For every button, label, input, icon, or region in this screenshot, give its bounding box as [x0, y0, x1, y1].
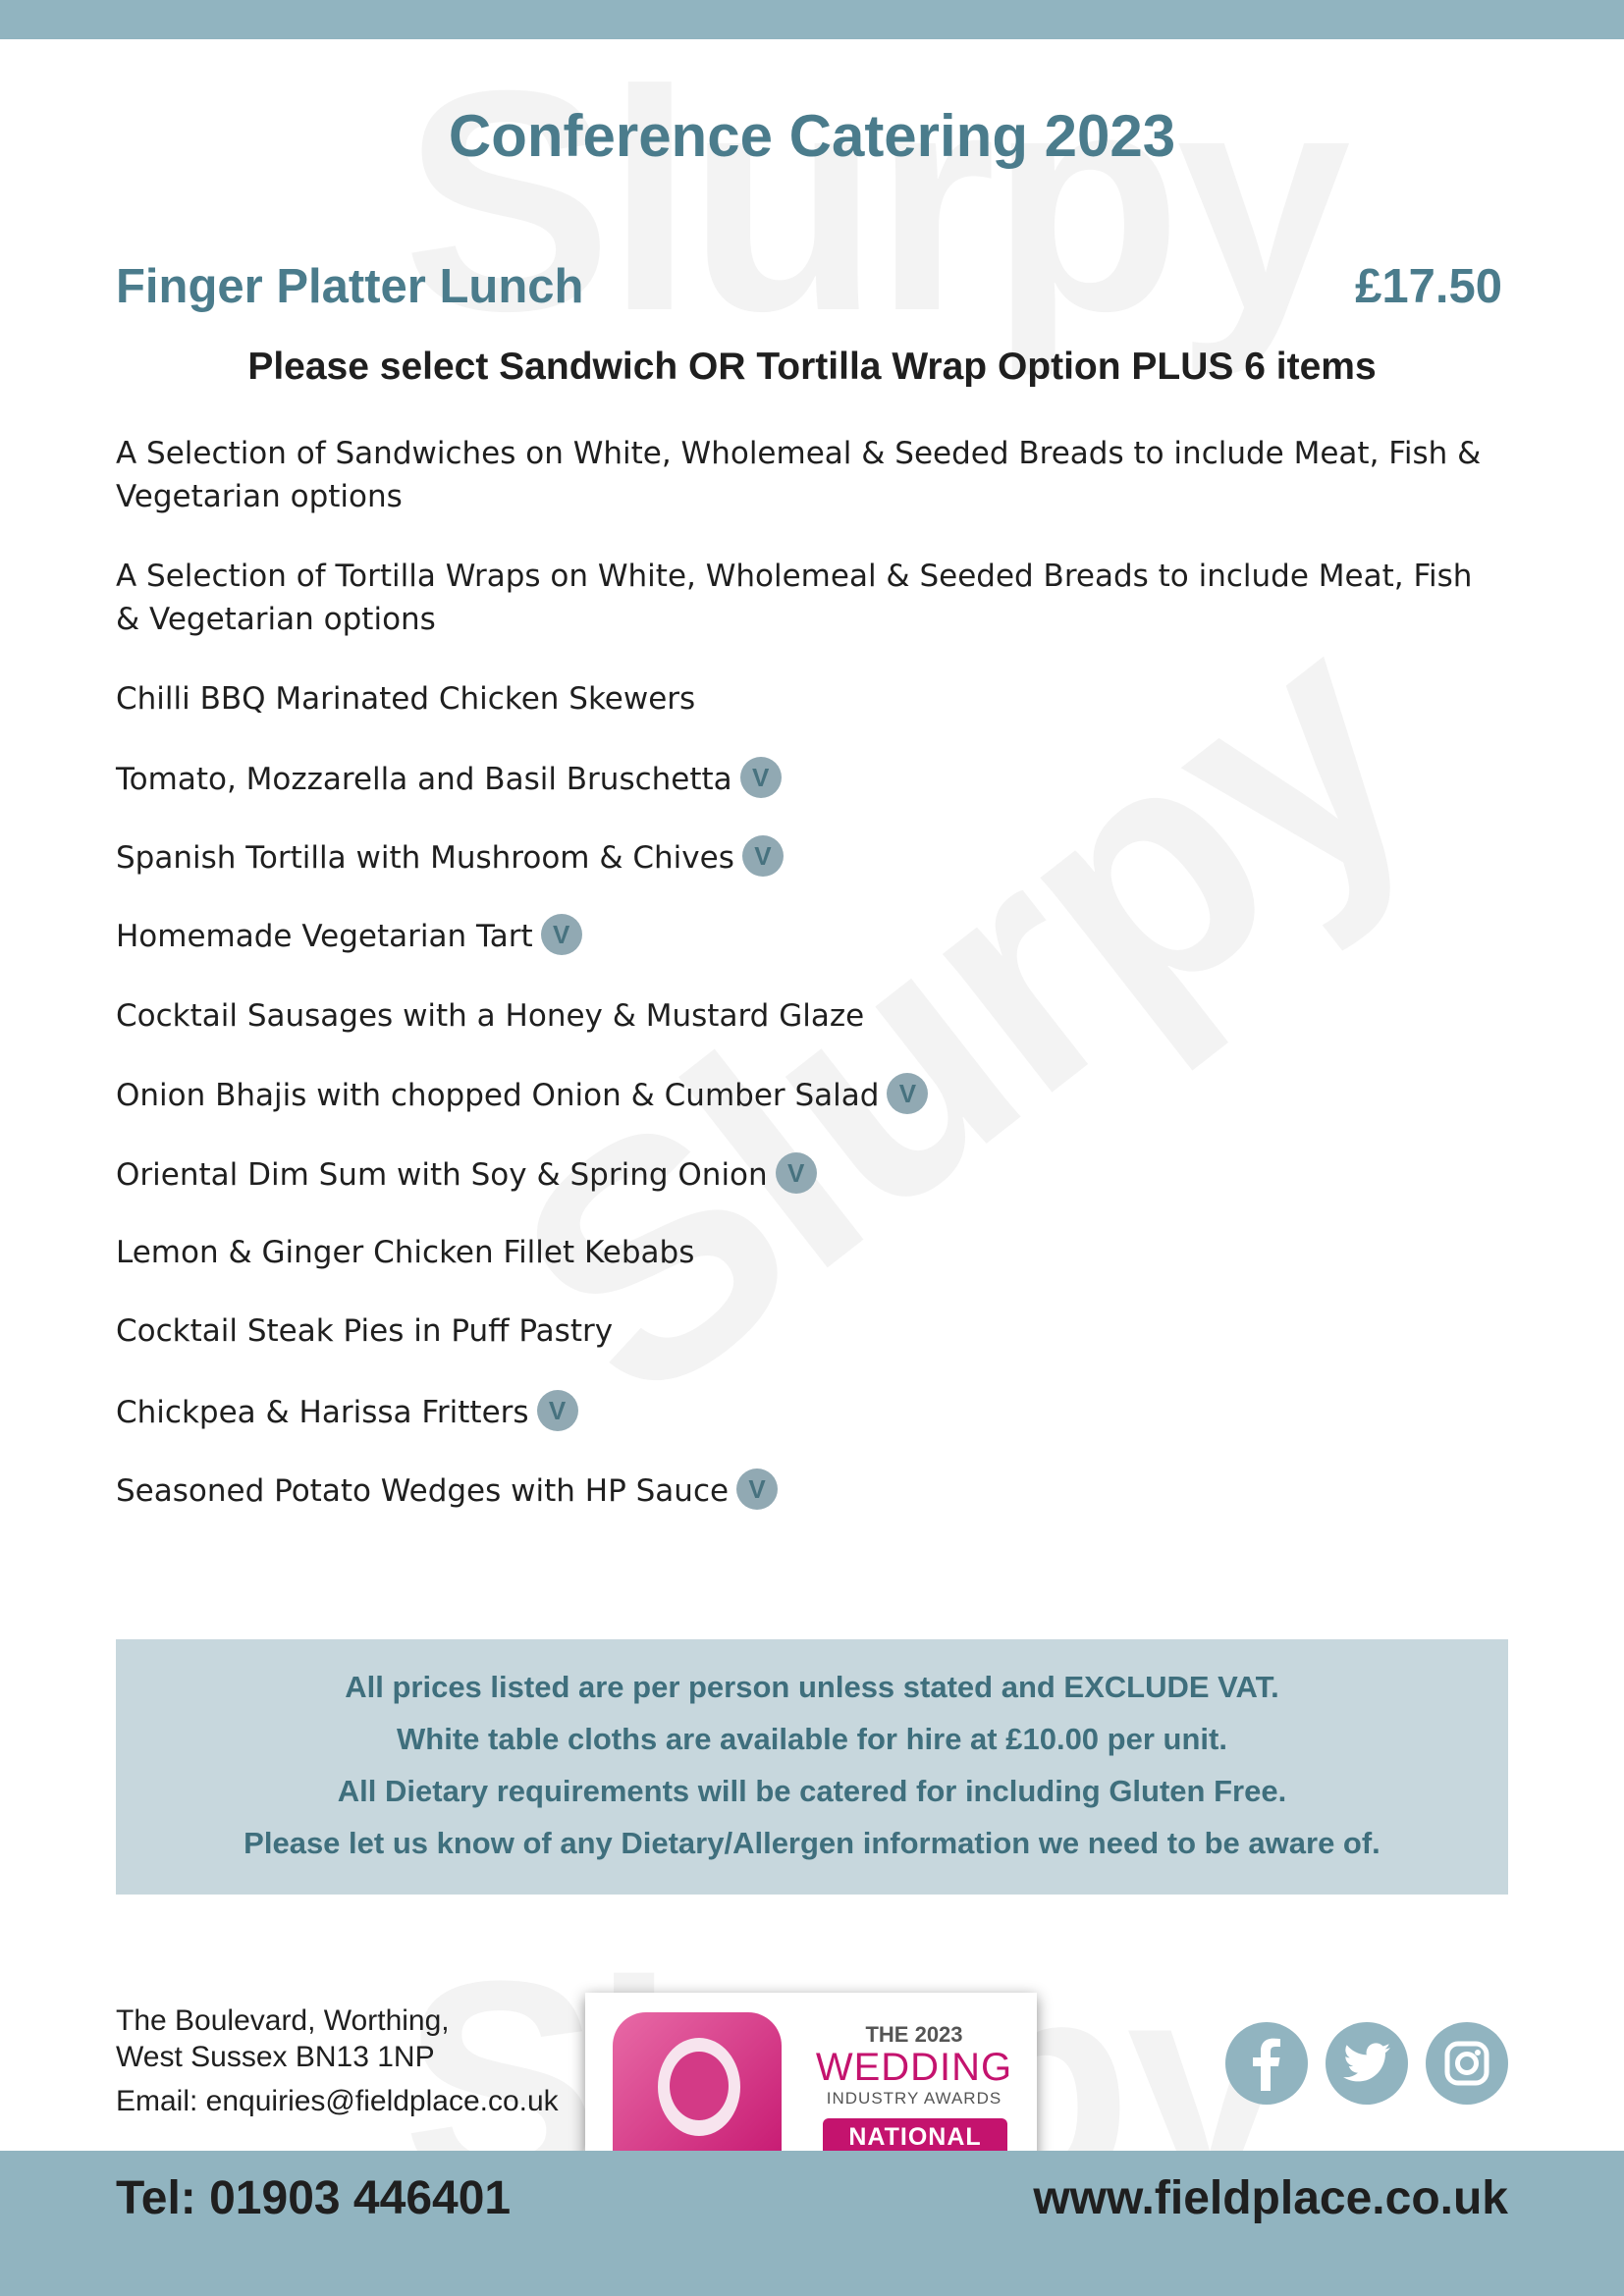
info-line: All Dietary requirements will be catered for including Gluten Free. — [337, 1774, 1287, 1808]
menu-item — [116, 1309, 1490, 1353]
menu-item-text: Tomato, Mozzarella and Basil Bruschetta — [116, 762, 732, 797]
telephone-number[interactable]: Tel: 01903 446401 — [116, 2172, 512, 2224]
menu-item — [116, 1231, 1490, 1274]
vegetarian-badge-icon: V — [776, 1152, 817, 1194]
vegetarian-badge-icon: V — [742, 835, 784, 877]
menu-instructions: Please select Sandwich OR Tortilla Wrap Option PLUS 6 items — [247, 346, 1377, 388]
menu-item-text: Cocktail Steak Pies in Puff Pastry — [116, 1313, 614, 1349]
menu-item-text: Cocktail Sausages with a Honey & Mustard Glaze — [116, 998, 865, 1034]
menu-item-text: Homemade Vegetarian Tart — [116, 919, 533, 954]
menu-item — [116, 555, 1490, 641]
info-line: Please let us know of any Dietary/Allergen information we need to be aware of. — [244, 1826, 1380, 1860]
menu-item-text: Oriental Dim Sum with Soy & Spring Onion — [116, 1157, 768, 1193]
menu-item-text: Lemon & Ginger Chicken Fillet Kebabs — [116, 1235, 695, 1270]
menu-item-text: Seasoned Potato Wedges with HP Sauce — [116, 1473, 730, 1509]
email-link[interactable]: Email: enquiries@fieldplace.co.uk — [116, 2085, 559, 2117]
section-header — [116, 259, 1502, 322]
menu-item-text: A Selection of Sandwiches on White, Wholemeal & Seeded Breads to include Meat, Fish & Vegetarian options — [116, 436, 1482, 514]
address-line: West Sussex BN13 1NP — [116, 2041, 435, 2073]
info-line: White table cloths are available for hire at £10.00 per unit. — [397, 1722, 1227, 1756]
vegetarian-badge-icon: V — [537, 1390, 578, 1431]
menu-item — [116, 1468, 1490, 1513]
menu-item-text: Onion Bhajis with chopped Onion & Cumber Salad — [116, 1078, 880, 1113]
menu-item — [116, 835, 1490, 880]
instagram-icon[interactable] — [1426, 2022, 1508, 2105]
section-name: Finger Platter Lunch — [116, 260, 584, 313]
menu-item — [116, 432, 1490, 518]
contact-address — [116, 2002, 559, 2119]
info-line: All prices listed are per person unless stated and EXCLUDE VAT. — [345, 1670, 1279, 1704]
vegetarian-badge-icon: V — [740, 757, 782, 798]
vegetarian-badge-icon: V — [736, 1468, 778, 1510]
twitter-icon[interactable] — [1326, 2022, 1408, 2105]
address-line: The Boulevard, Worthing, — [116, 2004, 450, 2037]
menu-item-text: Spanish Tortilla with Mushroom & Chives — [116, 840, 734, 876]
menu-item — [116, 1390, 1490, 1434]
menu-item — [116, 757, 1490, 801]
menu-item — [116, 1073, 1490, 1117]
watermark — [403, 20, 1345, 381]
award-year: THE 2023 — [865, 2022, 963, 2047]
award-winner-line: NATIONAL — [848, 2123, 982, 2151]
menu-item-text: Chilli BBQ Marinated Chicken Skewers — [116, 681, 696, 717]
menu-item — [116, 677, 1490, 721]
info-box — [116, 1639, 1508, 1895]
menu-item-text: A Selection of Tortilla Wraps on White, Wholemeal & Seeded Breads to include Meat, Fish & Vegetarian options — [116, 559, 1473, 637]
menu-item — [116, 914, 1490, 958]
website-link[interactable]: www.fieldplace.co.uk — [1033, 2172, 1508, 2224]
award-subtitle: INDUSTRY AWARDS — [826, 2089, 1002, 2108]
menu-item-text: Chickpea & Harissa Fritters — [116, 1395, 529, 1430]
facebook-icon[interactable] — [1225, 2022, 1308, 2105]
section-price: £17.50 — [1355, 260, 1502, 313]
page-title: Conference Catering 2023 — [448, 103, 1176, 169]
menu-item — [116, 994, 1490, 1038]
menu-item — [116, 1152, 1490, 1197]
award-title: WEDDING — [815, 2046, 1013, 2089]
vegetarian-badge-icon: V — [541, 914, 582, 955]
vegetarian-badge-icon: V — [887, 1073, 928, 1114]
